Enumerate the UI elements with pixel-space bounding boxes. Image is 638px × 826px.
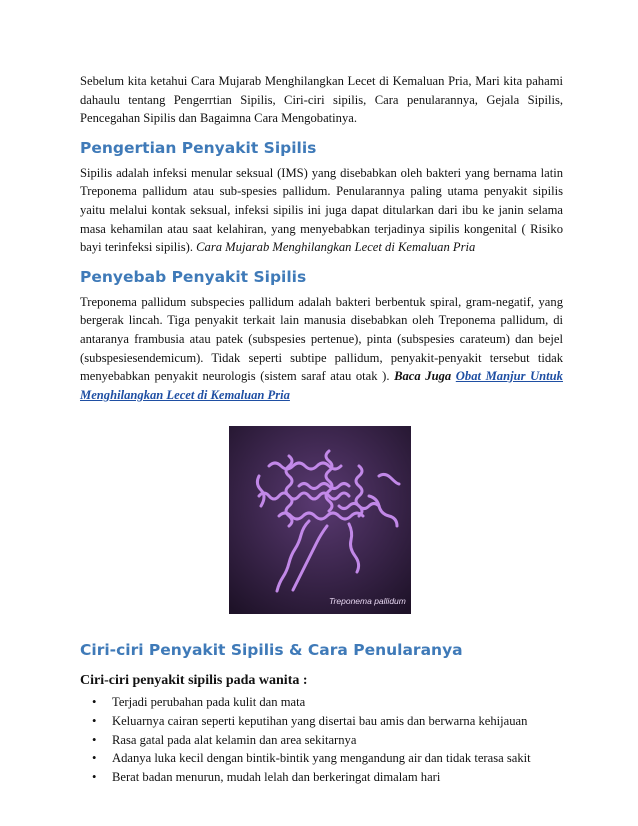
pengertian-text: Sipilis adalah infeksi menular seksual (IMS) yang disebabkan oleh bakteri yang bernama latin Treponema pallidum atau sub-spesies pallidum. Penularannya paling utama penyakit sipilis yaitu melalui kontak seksual, infeksi sipilis ini juga dapat ditularkan dari ibu ke janin selama masa kehamilan atau saat kelahiran, yang menyebabkan terjadinya sipilis kongenital ( Risiko bayi terinfeksi sipilis). bbox=[80, 165, 563, 255]
intro-paragraph: Sebelum kita ketahui Cara Mujarab Menghilangkan Lecet di Kemaluan Pria, Mari kita pahami dahaulu tentang Pengerrtian Sipilis, Ciri-ciri sipilis, Cara penularannya, Gejala Sipilis, Pencegahan Sipilis dan Bagaimna Cara Mengobatinya. bbox=[80, 74, 563, 126]
list-item: • Berat badan menurun, mudah lelah dan berkeringat dimalam hari bbox=[112, 768, 563, 787]
pengertian-italic-tail: Cara Mujarab Menghilangkan Lecet di Kemaluan Pria bbox=[196, 240, 476, 255]
penyebab-paragraph bbox=[80, 293, 563, 405]
symptom-list bbox=[80, 693, 563, 786]
document-page bbox=[80, 60, 563, 786]
figure-caption: Treponema pallidum bbox=[329, 596, 406, 607]
baca-juga-label: Baca Juga bbox=[394, 369, 452, 384]
subheading-wanita: Ciri-ciri penyakit sipilis pada wanita : bbox=[80, 673, 308, 689]
list-item: • Rasa gatal pada alat kelamin dan area sekitarnya bbox=[112, 731, 563, 750]
heading-penyebab: Penyebab Penyakit Sipilis bbox=[80, 267, 307, 286]
heading-ciri-ciri: Ciri-ciri Penyakit Sipilis & Cara Penularanya bbox=[80, 641, 463, 660]
pengertian-paragraph bbox=[80, 164, 563, 257]
obat-manjur-link[interactable]: Obat Manjur Untuk Menghilangkan Lecet di Kemaluan Pria bbox=[80, 369, 563, 402]
list-item: • Keluarnya cairan seperti keputihan yang disertai bau amis dan berwarna kehijauan bbox=[112, 712, 563, 731]
treponema-image bbox=[229, 426, 411, 614]
list-item: • Adanya luka kecil dengan bintik-bintik yang mengandung air dan tidak terasa sakit bbox=[112, 749, 563, 768]
list-item: • Terjadi perubahan pada kulit dan mata bbox=[112, 693, 563, 712]
heading-pengertian: Pengertian Penyakit Sipilis bbox=[80, 138, 317, 157]
penyebab-text: Treponema pallidum subspecies pallidum adalah bakteri berbentuk spiral, gram-negatif, yang bergerak lincah. Tiga penyakit terkait lain manusia disebabkan oleh Treponema pallidum, di antaranya frambusia atau patek (subspesies pertenue), pinta (subspesies carateum) dan bejel (subspesiesendemicum). Tidak seperti subtipe pallidum, penyakit-penyakit tersebut tidak menyebabkan penyakit neurologis (sistem saraf atau otak ). bbox=[80, 294, 563, 384]
